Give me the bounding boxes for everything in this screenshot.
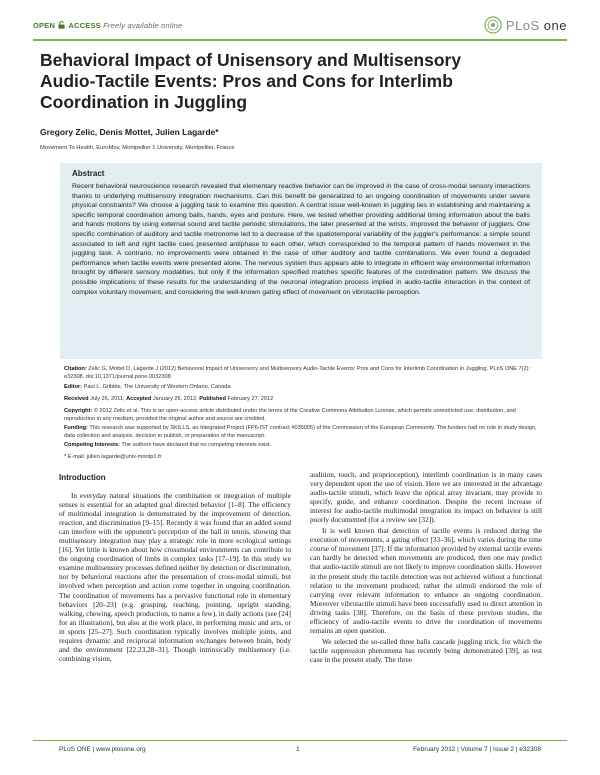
plos-logo-icon (484, 16, 502, 34)
abstract-heading: Abstract (72, 169, 105, 178)
paragraph: audition, touch, and proprioception), interlimb coordination is in many cases very dependent upon the use of vision. Here we are interested in the advantage audio-tactile stimuli, which leave the optical array invariant, may provide to specify, guide, and enhance coordination. Despite the recent increase of interest for audio-tactile multimodal integration its impact on behavior is still poorly documented (for a review see [32]). (310, 470, 542, 525)
page-number: 1 (296, 746, 300, 753)
competing-interests: Competing Interests: The authors have declared that no competing interests exist. (64, 442, 272, 448)
paragraph: In everyday natural situations the combination or integration of multiple senses is essential for an adapted goal directed behavior [1–8]. The efficiency of multimodal integration is demonstrated by the improvement of detection, reaction, and discrimination [9–15]. Recently it was found that an added sound can interfere with the opponent's perception of the ball in tennis, showing that multisensory integration may play a strategic role in more ecological settings [16]. Yet little is known about how crossmodal environments can contribute to the ongoing coordination of limbs in complex tasks [17–19]. In this study we examine multisensory processes defined neither by detection or discrimination, nor by behavioral reactions after the presentation of cross-modal stimuli, but involved when perception and action come together in ongoing coordination. The coordination of movements has a pervasive functional role in elementary behaviors [20–23] (e.g. grasping, reaching, pointing, upright standing, walking, chewing, speech production, to name a few), in daily actions (see [24] for an illustration), but also at the work place, in performing music and arts, or in sports [25–27]. Such coordination typically involves multiple joints, and requires dynamic and reciprocal information exchanges between brain, body and the environment [22,23,28–31]. Though intrinsically multisensory (i.e. combining vision, (59, 491, 291, 663)
open-access-badge: OPEN ACCESS Freely available online (33, 21, 183, 30)
editor: Editor: Paul L. Gribble, The University of Western Ontario, Canada (64, 384, 231, 390)
right-column (310, 470, 542, 664)
footer-journal: PLoS ONE | www.plosone.org (59, 746, 146, 753)
section-heading-introduction: Introduction (59, 473, 106, 482)
corresponding-email[interactable]: * E-mail: julien.lagarde@univ-montp1.fr (64, 454, 162, 460)
footer-rule (33, 740, 567, 741)
footer-issue: February 2012 | Volume 7 | Issue 2 | e32308 (413, 746, 541, 753)
citation: Citation: Zelic G, Mottet D, Lagarde J (2012) Behavioral Impact of Unisensory and Multisensory Audio-Tactile Events: Pros and Cons for Interlimb Coordination in Juggling. PLoS ONE 7(2): e32308. doi:10.1371/journal.pone.0032308 (64, 366, 531, 380)
funding: Funding: This research was supported by SKILLS, an Integrated Project (FP6-IST contract #035005) of the Commission of the European Community. The funders had no role in study design, data collection and analysis, decision to publish, or preparation of the manuscript. (64, 425, 537, 439)
author-list: Gregory Zelic, Denis Mottet, Julien Lagarde* (40, 127, 219, 137)
affiliation: Movement To Health, EuroMov, Montpellier 1 University, Montpellier, France (40, 145, 235, 151)
paragraph: It is well known that detection of tactile events is reduced during the execution of movements, a gating effect [33–36], which varies during the time course of movement [37]. If the information provided by external tactile events can hardly be detected when movements are produced, then one may predict that audio-tactile stimuli are not likely to improve coordination skills. However in the present study the tactile detection was not achieved without a functional relation to the movement produced; rather the stimuli endorsed the role of carrying over relevant information to enhance an ongoing coordination. Moreover vibrotactile stimuli have been successfully used to direct attention in driving tasks [38]. Therefore, on the basis of these previous studies, the efficiency of audio-tactile events to drive the coordination of movements remains an open question. (310, 526, 542, 635)
article-title: Behavioral Impact of Unisensory and Multisensory Audio-Tactile Events: Pros and Cons for Interlimb Coordination in Juggling (40, 50, 462, 112)
header-rule (33, 39, 567, 41)
abstract-text: Recent behavioral neuroscience research revealed that elementary reactive behavior can be improved in the case of cross-modal sensory interactions thanks to underlying multisensory integration mechanisms. Can this benefit be generalized to an ongoing coordination of movements under severe physical constraints? We choose a juggling task to examine this question. A central issue well-known in juggling lies in establishing and maintaining a specific temporal coordination among balls, hands, eyes and posture. Here, we tested whether providing additional timing information about the balls and hands motions by using external sound and tactile periodic stimulations, the later presented at the wrists, improved the behavior of jugglers. One specific combination of auditory and tactile metronome led to a decrease of the spatiotemporal variability of the juggler's performance: a simple sound associated to left and right tactile cues presented antiphase to each other, which corresponded to the temporal pattern of hands movement in the juggling task. A contrario, no improvements were obtained in the case of other auditory and tactile combinations. We even found a degraded performance when tactile events were presented alone. The nervous system thus appears able to integrate in efficient way environmental information brought by different sensory modalities, but only if the information specified matches specific features of the coordination pattern. We discuss the possible implications of these results for the understanding of the neuronal integration process implied in audio-tactile interaction in the context of complex voluntary movement, and considering the well-known gating effect of movement on vibrotactile perception. (72, 183, 530, 296)
left-column (59, 491, 291, 663)
journal-header (33, 16, 567, 38)
open-lock-icon (58, 21, 65, 29)
dates: Received July 26, 2011; Accepted January 26, 2012; Published February 27, 2012 (64, 396, 274, 402)
journal-logo: PLoS one (484, 16, 567, 34)
paragraph: We selected the so-called three balls cascade juggling trick, for which the tactile suppression phenomena has recently being demonstrated [39], as test case in the present study. The three (310, 636, 542, 664)
abstract-box (60, 163, 542, 359)
copyright: Copyright: © 2012 Zelic et al. This is an open-access article distributed under the terms of the Creative Commons Attribution License, which permits unrestricted use, distribution, and reproduction in any medium, provided the original author and source are credited. (64, 408, 516, 422)
